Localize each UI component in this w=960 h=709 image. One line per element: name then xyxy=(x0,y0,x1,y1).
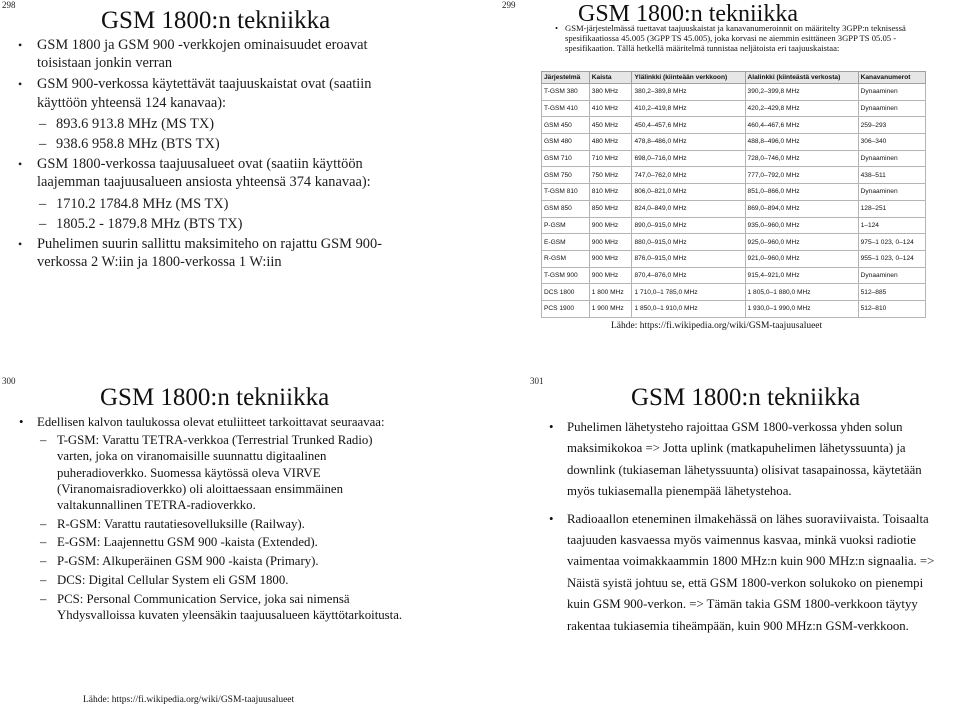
table-cell: 955–1 023, 0–124 xyxy=(858,250,925,267)
table-cell: 915,4–921,0 MHz xyxy=(745,267,858,284)
table-cell: 380 MHz xyxy=(589,84,632,101)
table-cell: 925,0–960,0 MHz xyxy=(745,234,858,251)
table-row xyxy=(542,250,926,267)
table-cell: T-GSM 900 xyxy=(542,267,590,284)
table-row xyxy=(542,234,926,251)
table-cell: 438–511 xyxy=(858,167,925,184)
slide-title: GSM 1800:n tekniikka xyxy=(101,7,331,34)
sub-bullet-item: – 938.6 958.8 MHz (BTS TX) xyxy=(56,135,402,153)
table-cell: 1 805,0–1 880,0 MHz xyxy=(745,284,858,301)
table-cell: 259–293 xyxy=(858,117,925,134)
table-cell: 876,0–915,0 MHz xyxy=(632,250,745,267)
table-cell: 900 MHz xyxy=(589,234,632,251)
bullet-item: • GSM 1800 ja GSM 900 -verkkojen ominaisuudet eroavat toisistaan jonkin verran xyxy=(37,36,402,72)
frequency-band-table xyxy=(541,71,926,318)
table-cell: GSM 450 xyxy=(542,117,590,134)
table-cell: 1 800 MHz xyxy=(589,284,632,301)
table-cell: GSM 480 xyxy=(542,134,590,151)
table-cell: 824,0–849,0 MHz xyxy=(632,200,745,217)
table-cell: Dynaaminen xyxy=(858,100,925,117)
table-cell: PCS 1900 xyxy=(542,300,590,317)
table-cell: 1 710,0–1 785,0 MHz xyxy=(632,284,745,301)
table-cell: 900 MHz xyxy=(589,267,632,284)
table-cell: 810 MHz xyxy=(589,184,632,201)
slide-number: 301 xyxy=(530,376,544,386)
slide-number: 300 xyxy=(2,376,16,386)
table-cell: 450,4–457,6 MHz xyxy=(632,117,745,134)
table-cell: R-GSM xyxy=(542,250,590,267)
table-cell: 420,2–429,8 MHz xyxy=(745,100,858,117)
table-cell: 480 MHz xyxy=(589,134,632,151)
source-credit: Lähde: https://fi.wikipedia.org/wiki/GSM-taajuusalueet xyxy=(611,321,823,331)
table-cell: 1 930,0–1 990,0 MHz xyxy=(745,300,858,317)
table-cell: 869,0–894,0 MHz xyxy=(745,200,858,217)
table-cell: 460,4–467,6 MHz xyxy=(745,117,858,134)
bullet-item: • Puhelimen lähetysteho rajoittaa GSM 1800-verkossa yhden solun maksimikokoa => Jotta uplink (matkapuhelimen lähetyssuunta) ja downlink (tukiaseman lähetyssuunta) olisivat tasapainossa, käytetään myös tukiasemalla pienempää lähetystehoa. xyxy=(567,417,947,503)
table-row xyxy=(542,134,926,151)
table-row xyxy=(542,217,926,234)
bullet-item: • Radioaallon eteneminen ilmakehässä on lähes suoraviivaista. Toisaalta taajuuden kasvaessa myös vaimennus kasvaa, minkä vuoksi radiotie vaimentaa voimakkaammin 1800 MHz:n kuin 900 MHz:n signaalia. => Näistä syistä johtuu se, että GSM 1800-verkon solukoko on pienempi kuin GSM 900-verkon. => Tämän takia GSM 1800-verkkoon täytyy rakentaa tukiasemia tiheämpään, kuin 900 MHz:n GSM-verkkoon. xyxy=(567,509,947,637)
table-cell: 410 MHz xyxy=(589,100,632,117)
bullet-item: • GSM 900-verkossa käytettävät taajuuskaistat ovat (saatiin käyttöön yhteensä 124 kanavaa): xyxy=(37,75,402,111)
sub-bullet-item: – 893.6 913.8 MHz (MS TX) xyxy=(56,115,402,133)
sub-bullet-item: – DCS: Digital Cellular System eli GSM 1800. xyxy=(57,572,407,588)
table-cell: 128–251 xyxy=(858,200,925,217)
table-row xyxy=(542,150,926,167)
column-header: Ylälinkki (kiinteään verkkoon) xyxy=(632,72,745,84)
table-cell: 900 MHz xyxy=(589,217,632,234)
table-cell: 900 MHz xyxy=(589,250,632,267)
sub-bullet-item: – E-GSM: Laajennettu GSM 900 -kaista (Extended). xyxy=(57,534,407,550)
table-cell: 1 850,0–1 910,0 MHz xyxy=(632,300,745,317)
column-header: Kanavanumerot xyxy=(858,72,925,84)
table-cell: 478,8–486,0 MHz xyxy=(632,134,745,151)
table-cell: 880,0–915,0 MHz xyxy=(632,234,745,251)
sub-bullet-item: – 1710.2 1784.8 MHz (MS TX) xyxy=(56,195,402,213)
table-cell: GSM 710 xyxy=(542,150,590,167)
table-cell: 747,0–762,0 MHz xyxy=(632,167,745,184)
table-row xyxy=(542,100,926,117)
table-cell: 488,8–496,0 MHz xyxy=(745,134,858,151)
table-cell: GSM 750 xyxy=(542,167,590,184)
table-row xyxy=(542,117,926,134)
table-cell: 728,0–746,0 MHz xyxy=(745,150,858,167)
slide-number: 299 xyxy=(502,0,516,10)
table-cell: 890,0–915,0 MHz xyxy=(632,217,745,234)
bullet-list xyxy=(37,36,402,274)
bullet-item: • Edellisen kalvon taulukossa olevat etuliitteet tarkoittavat seuraavaa: xyxy=(37,414,407,430)
bullet-list xyxy=(37,414,407,625)
table-cell: Dynaaminen xyxy=(858,150,925,167)
table-cell: 750 MHz xyxy=(589,167,632,184)
table-cell: 450 MHz xyxy=(589,117,632,134)
table-row xyxy=(542,267,926,284)
table-cell: 806,0–821,0 MHz xyxy=(632,184,745,201)
table-cell: 870,4–876,0 MHz xyxy=(632,267,745,284)
bullet-item: • Puhelimen suurin sallittu maksimiteho on rajattu GSM 900-verkossa 2 W:iin ja 1800-verkossa 1 W:iin xyxy=(37,235,402,271)
slide-title: GSM 1800:n tekniikka xyxy=(100,384,330,411)
column-header: Järjestelmä xyxy=(542,72,590,84)
slide-title: GSM 1800:n tekniikka xyxy=(578,1,798,27)
table-row xyxy=(542,200,926,217)
table-cell: E-GSM xyxy=(542,234,590,251)
slide-number: 298 xyxy=(2,0,16,10)
table-cell: 306–340 xyxy=(858,134,925,151)
sub-bullet-item: – 1805.2 - 1879.8 MHz (BTS TX) xyxy=(56,215,402,233)
table-cell: 1 900 MHz xyxy=(589,300,632,317)
table-cell: 921,0–960,0 MHz xyxy=(745,250,858,267)
column-header: Kaista xyxy=(589,72,632,84)
table-row xyxy=(542,84,926,101)
sub-bullet-item: – R-GSM: Varattu rautatiesovelluksille (Railway). xyxy=(57,516,407,532)
table-cell: GSM 850 xyxy=(542,200,590,217)
table-cell: 710 MHz xyxy=(589,150,632,167)
bullet-item: • GSM 1800-verkossa taajuusalueet ovat (saatiin käyttöön laajemman taajuusalueen ansiosta yhteensä 374 kanavaa): xyxy=(37,155,402,191)
intro-paragraph: • GSM-järjestelmässä tuettavat taajuuskaistat ja kanavanumeroinnit on määritelty 3GPP:n teknisessä spesifikaatiossa 45.005 (3GPP TS 45.005), joka korvasi ne aiemmin esittäneen 3GPP TS 05.05 -spesifikaation. Tällä hetkellä määritelmä tunnistaa neljätoista eri taajuuskaistaa: xyxy=(565,23,923,54)
table-cell: Dynaaminen xyxy=(858,84,925,101)
table-cell: 851,0–866,0 MHz xyxy=(745,184,858,201)
table-row xyxy=(542,300,926,317)
table-cell: Dynaaminen xyxy=(858,267,925,284)
table-header-row xyxy=(542,72,926,84)
sub-bullet-item: – PCS: Personal Communication Service, joka sai nimensä Yhdysvalloissa kuvaten yleensäkin taajuusalueen käyttötarkoitusta. xyxy=(57,591,407,623)
sub-bullet-item: – P-GSM: Alkuperäinen GSM 900 -kaista (Primary). xyxy=(57,553,407,569)
table-cell: 512–810 xyxy=(858,300,925,317)
source-credit: Lähde: https://fi.wikipedia.org/wiki/GSM-taajuusalueet xyxy=(83,695,295,705)
sub-bullet-item: – T-GSM: Varattu TETRA-verkkoa (Terrestrial Trunked Radio) varten, joka on viranomaisille suunnattu digitaalinen puheradioverkko. Suomessa käytössä oleva VIRVE (Viranomaisradioverkko) oli aloittaessaan ensimmäinen valtakunnallinen TETRA-radioverkko. xyxy=(57,432,407,513)
table-cell: 777,0–792,0 MHz xyxy=(745,167,858,184)
bullet-list xyxy=(567,417,947,643)
table-cell: T-GSM 380 xyxy=(542,84,590,101)
table-row xyxy=(542,167,926,184)
table-cell: 380,2–389,8 MHz xyxy=(632,84,745,101)
table-cell: 390,2–399,8 MHz xyxy=(745,84,858,101)
table-row xyxy=(542,284,926,301)
table-cell: T-GSM 810 xyxy=(542,184,590,201)
table-cell: DCS 1800 xyxy=(542,284,590,301)
table-cell: 850 MHz xyxy=(589,200,632,217)
table-cell: 935,0–960,0 MHz xyxy=(745,217,858,234)
table-cell: T-GSM 410 xyxy=(542,100,590,117)
table-cell: 975–1 023, 0–124 xyxy=(858,234,925,251)
column-header: Alalinkki (kiinteästä verkosta) xyxy=(745,72,858,84)
table-cell: 698,0–716,0 MHz xyxy=(632,150,745,167)
slide-title: GSM 1800:n tekniikka xyxy=(631,384,861,411)
table-row xyxy=(542,184,926,201)
table-cell: 1–124 xyxy=(858,217,925,234)
table-cell: 512–885 xyxy=(858,284,925,301)
table-cell: 410,2–419,8 MHz xyxy=(632,100,745,117)
table-cell: P-GSM xyxy=(542,217,590,234)
table-cell: Dynaaminen xyxy=(858,184,925,201)
